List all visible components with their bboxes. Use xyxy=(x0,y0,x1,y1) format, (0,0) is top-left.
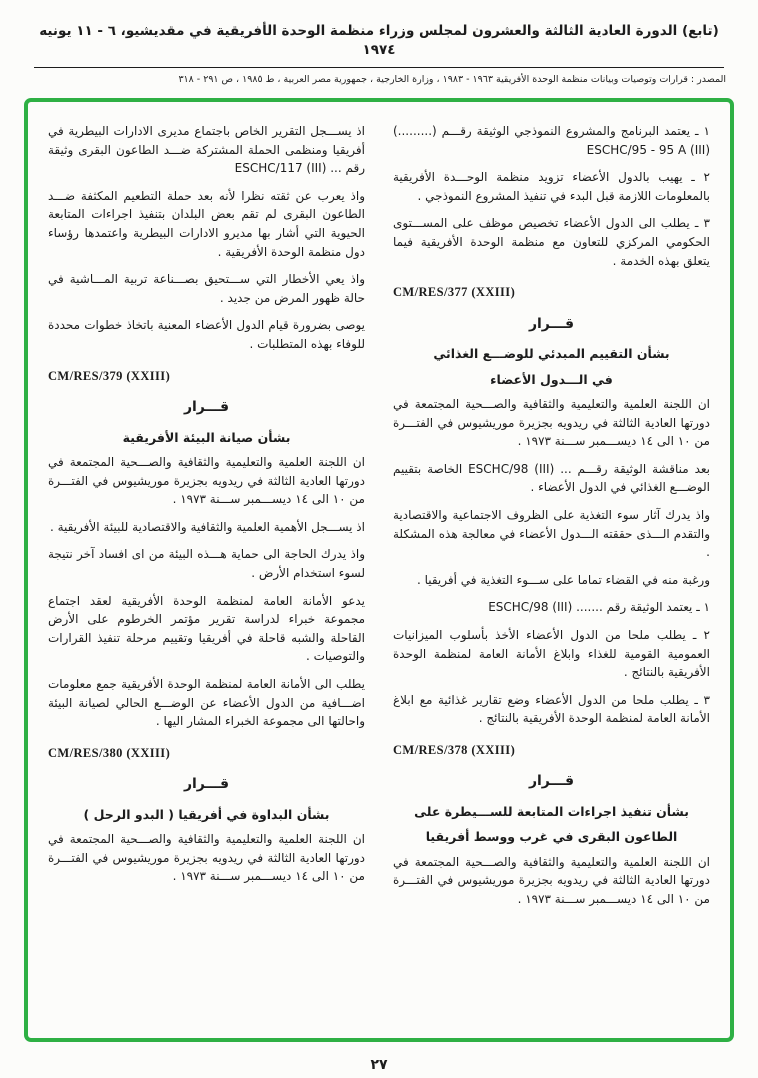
paragraph: اذ يســـجل الأهمية العلمية والثقافية والاقتصادية للبيئة الأفريقية . xyxy=(49,519,365,534)
page-header xyxy=(0,0,758,86)
paragraph: ٢ ـ يهيب بالدول الأعضاء تزويد منظمة الوحـــدة الأفريقية بالمعلومات اللازمة قبل البدء في تنفيذ المشروع النموذجي . xyxy=(393,170,710,203)
paragraph: ١ ـ يعتمد البرنامج والمشروع النموذجي الوثيقة رقـــم (.........) ESCHC/95 - 95 A (III) xyxy=(393,124,710,157)
resolution-ref: CM/RES/377 (XXIII) xyxy=(393,285,516,300)
resolution-subject: في الـــدول الأعضاء xyxy=(490,371,613,387)
resolution-title: قـــرار xyxy=(528,315,575,332)
paragraph: يطلب الى الأمانة العامة لمنظمة الوحدة الأفريقية جمع معلومات اضـــافية من الدول الأعضاء عن الوضـــع الحالي لصيانة البيئة واحالتها الى مجموعة الخبراء المشار اليها . xyxy=(48,676,365,729)
paragraph: واذ يدرك الحاجة الى حماية هـــذه البيئة من اى افساد آخر نتيجة لسوء استخدام الأرض . xyxy=(48,547,365,581)
resolution-subject: بشأن البداوة في أفريقيا ( البدو الرحل ) xyxy=(83,806,330,822)
paragraph: ٣ ـ يطلب الى الدول الأعضاء تخصيص موظف على المســـتوى الحكومي المركزي للتعاون مع منظمة الوحدة الأفريقية فيما يتعلق بهذه الخدمة . xyxy=(393,216,710,268)
page-header-source: المصدر : قرارات وتوصيات وبيانات منظمة الوحدة الأفريقية ١٩٦٣ - ١٩٨٣ ، وزارة الخارجية ، جمهورية مصر العربية ، ط ١٩٨٥ ، ص ٢٩١ - ٣١٨ xyxy=(178,73,726,85)
paragraph: واذ يعرب عن ثقته نظرا لأنه بعد حملة التطعيم المكثفة ضـــد الطاعون البقرى لم تقم بعض البلدان بتنفيذ اجراءات المتابعة الحيوية التي أشار بها مديرو الادارات البيطرية واعتمدها رؤساء دول منظمة الوحدة الأفريقية . xyxy=(48,188,365,259)
paragraph: ٢ ـ يطلب ملحا من الدول الأعضاء الأخذ بأسلوب الميزانيات العمومية القومية للغذاء وابلاغ الأمانة العامة لمنظمة الوحدة الأفريقية بالنتائج . xyxy=(393,627,710,680)
paragraph: اذ يســـجل التقرير الخاص باجتماع مديرى الادارات البيطرية في أفريقيا ومنظمى الحملة المشتركة ضـــد الطاعون البقرى وثيقة رقم ... ESCHC/117 (III) xyxy=(48,124,365,176)
resolution-ref: CM/RES/380 (XXIII) xyxy=(48,745,171,760)
text-column-right xyxy=(393,122,710,1028)
paragraph: ورغبة منه في القضاء تماما على ســـوء التغذية في أفريقيا . xyxy=(416,572,710,587)
resolution-title: قـــرار xyxy=(183,776,230,793)
paragraph: بعد مناقشة الوثيقة رقـــم ... ESCHC/98 (III) الخاصة بتقييم الوضـــع الغذائي في الدول الأعضاء . xyxy=(393,461,710,495)
page-header-title: (تابع) الدورة العادية الثالثة والعشرون لمجلس وزراء منظمة الوحدة الأفريقية في مقديشيو، ٦ - ١١ يونيه ١٩٧٤ xyxy=(39,23,719,58)
header-divider xyxy=(34,67,724,68)
resolution-title: قـــرار xyxy=(183,398,230,415)
resolution-subject: بشأن التقييم المبدئي للوضـــع الغذائي xyxy=(433,346,670,362)
page-footer xyxy=(0,1054,758,1073)
text-column-left xyxy=(48,122,365,1028)
resolution-subject: الطاعون البقرى في غرب ووسط أفريقيا xyxy=(425,829,678,845)
green-border-frame xyxy=(24,98,734,1042)
paragraph: ان اللجنة العلمية والتعليمية والثقافية والصـــحية المجتمعة في دورتها العادية الثالثة في ريدويه بجزيرة موريشيوس في الفتـــرة من ١٠ الى ١٤ ديســـمبر ســـنة ١٩٧٣ . xyxy=(393,397,710,449)
paragraph: يوصى بضرورة قيام الدول الأعضاء المعنية باتخاذ خطوات محددة للوفاء بهذه المتطلبات . xyxy=(48,318,365,352)
paragraph: ٣ ـ يطلب ملحا من الدول الأعضاء وضع تقارير غذائية مع ابلاغ الأمانة العامة لمنظمة الوحدة الأفريقية بالنتائج . xyxy=(393,692,710,726)
resolution-ref: CM/RES/378 (XXIII) xyxy=(393,742,516,757)
paragraph: ان اللجنة العلمية والتعليمية والثقافية والصـــحية المجتمعة في دورتها العادية الثالثة في ريدويه بجزيرة موريشيوس في الفتـــرة من ١٠ الى ١٤ ديســـمبر ســـنة ١٩٧٣ . xyxy=(393,854,710,906)
paragraph: يدعو الأمانة العامة لمنظمة الوحدة الأفريقية لعقد اجتماع مجموعة خبراء لدراسة تقرير مؤتمر الخرطوم على الأرض القاحلة والشبه قاحلة في أفريقيا وتقييم مرحلة تنفيذ القرارات والتوصيات . xyxy=(48,593,365,664)
page-number: ٢٧ xyxy=(370,1057,388,1074)
paragraph: واذ يعي الأخطار التي ســـتحيق بصـــناعة تربية المـــاشية في حالة ظهور المرض من جديد . xyxy=(48,272,365,305)
resolution-ref: CM/RES/379 (XXIII) xyxy=(48,368,171,383)
paragraph: ١ ـ يعتمد الوثيقة رقم ....... ESCHC/98 (III) xyxy=(488,600,710,615)
paragraph: ان اللجنة العلمية والتعليمية والثقافية والصـــحية المجتمعة في دورتها العادية الثالثة في ريدويه بجزيرة موريشيوس في الفتـــرة من ١٠ الى ١٤ ديســـمبر ســـنة ١٩٧٣ . xyxy=(48,455,365,507)
resolution-subject: بشأن تنفيذ اجراءات المتابعة للســـيطرة على xyxy=(414,804,689,820)
resolution-title: قـــرار xyxy=(528,773,575,790)
paragraph: ان اللجنة العلمية والتعليمية والثقافية والصـــحية المجتمعة في دورتها العادية الثالثة في ريدويه بجزيرة موريشيوس في الفتـــرة من ١٠ الى ١٤ ديســـمبر ســـنة ١٩٧٣ . xyxy=(48,832,365,884)
resolution-subject: بشأن صيانة البيئة الأفريقية xyxy=(122,429,291,445)
paragraph: واذ يدرك آثار سوء التغذية على الظروف الاجتماعية والاقتصادية والتقدم الـــذى حققته الـــدول الأعضاء في معالجة هذه المشكلة . xyxy=(393,508,710,560)
